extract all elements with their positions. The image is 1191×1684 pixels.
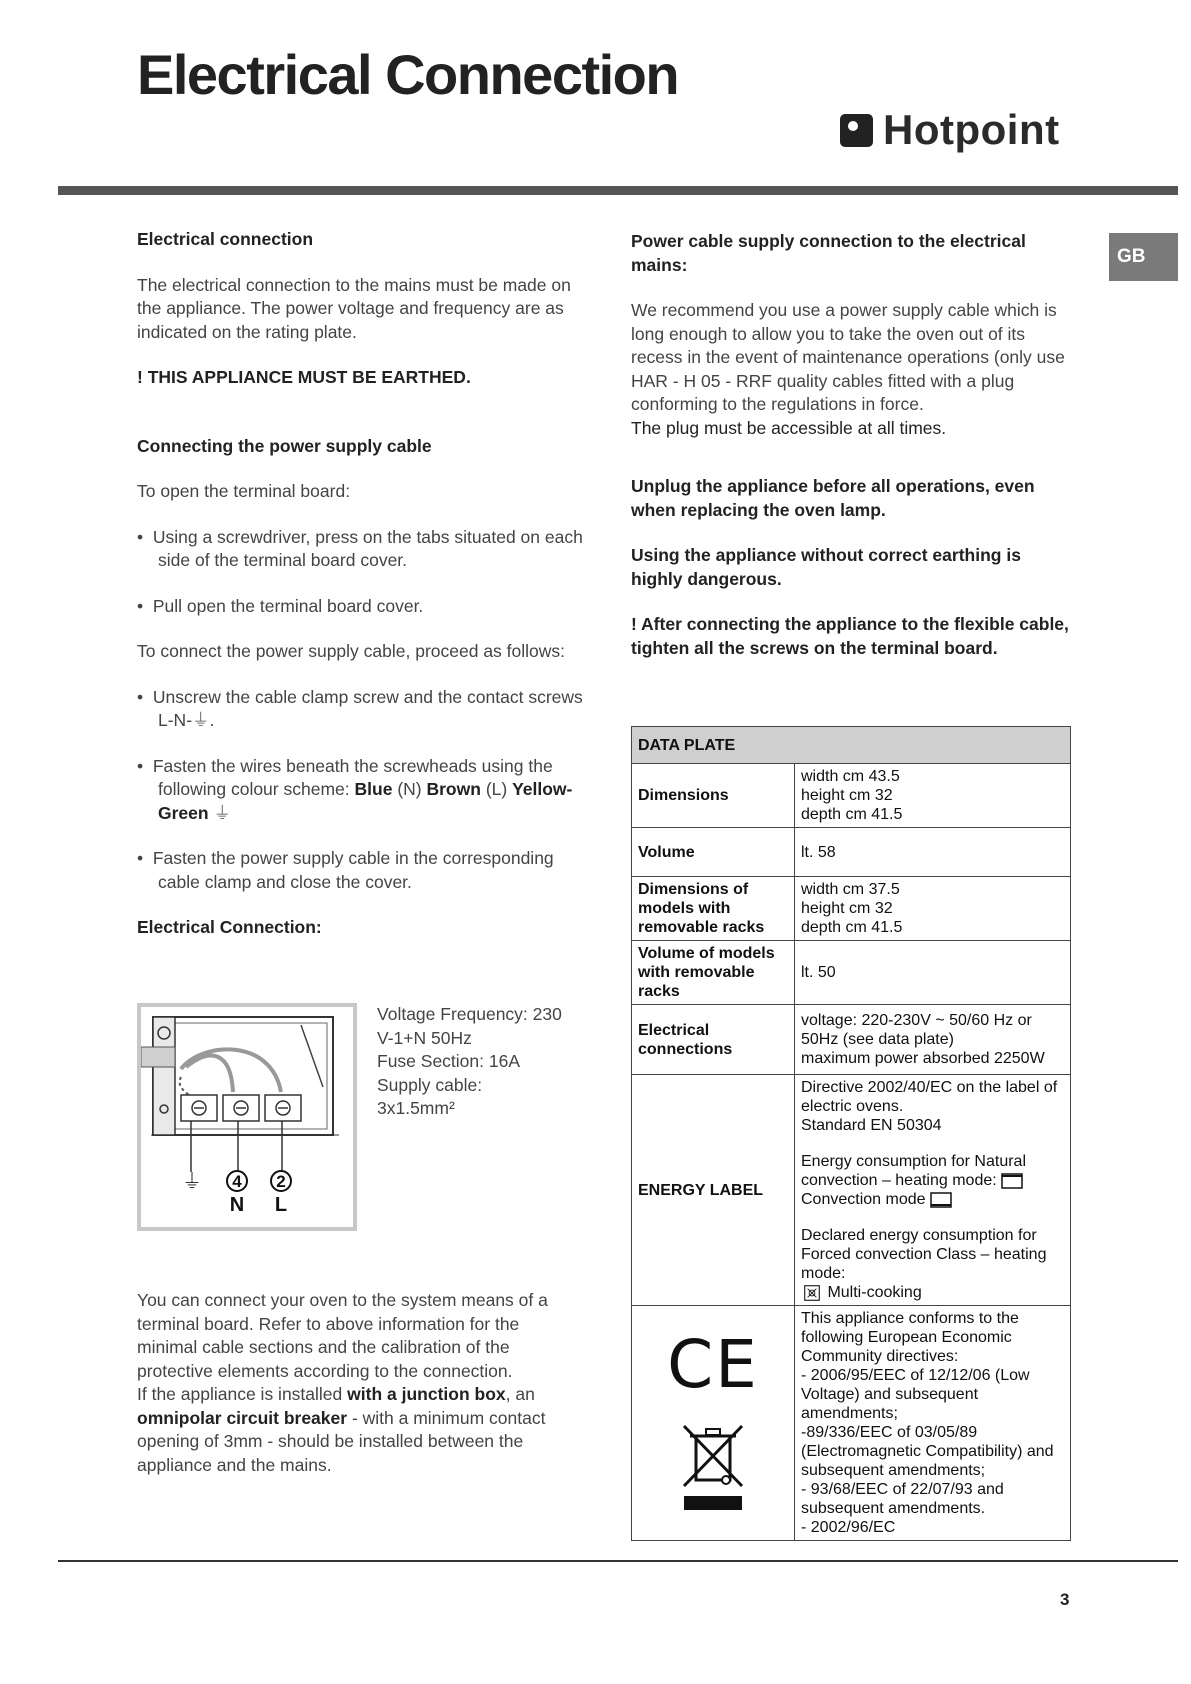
convection-mode-icon <box>930 1192 952 1208</box>
neutral-label: N <box>229 1194 245 1216</box>
terminal-board-diagram <box>137 1003 357 1231</box>
table-row <box>632 941 1071 1005</box>
row-label: Electrical connections <box>632 1005 795 1075</box>
bullet-item: • Unscrew the cable clamp screw and the contact screws L-N-⏚. <box>137 686 583 730</box>
row-value: This appliance conforms to the following European Economic Community directives: - 2006/95/EEC of 12/12/06 (Low Voltage) and subsequent amendments; -89/336/EEC of 03/05/89 (Electromagnetic Compatibility) and subsequent amendments; - 93/68/EEC of 22/07/93 and subsequent amendments. - 2002/96/EC <box>795 1306 1071 1541</box>
warning-earthing: Using the appliance without correct earthing is highly dangerous. <box>631 545 1021 589</box>
warning-tighten-screws: ! After connecting the appliance to the flexible cable, tighten all the screws on the terminal board. <box>631 614 1069 658</box>
row-label: Dimensions <box>632 764 795 828</box>
brand-name: Hotpoint <box>883 106 1060 153</box>
warning-earthed: ! THIS APPLIANCE MUST BE EARTHED. <box>137 367 471 387</box>
terminal-board-illustration <box>141 1007 353 1227</box>
row-value: voltage: 220-230V ~ 50/60 Hz or 50Hz (see data plate) maximum power absorbed 2250W <box>795 1005 1071 1075</box>
left-bottom-text <box>137 1289 584 1477</box>
paragraph-mains: The electrical connection to the mains must be made on the appliance. The power voltage and frequency are as indicated on the rating plate. <box>137 274 571 342</box>
paragraph-terminal-board: You can connect your oven to the system means of a terminal board. Refer to above information for the minimal cable sections and the calibration of the protective elements according to the connection. <box>137 1290 548 1381</box>
table-row-energy <box>632 1075 1071 1306</box>
paragraph-open-terminal: To open the terminal board: <box>137 481 351 501</box>
page-number: 3 <box>1060 1590 1070 1609</box>
row-value: Directive 2002/40/EC on the label of electric ovens. Standard EN 50304 Energy consumption for Natural convection – heating mode: Convection mode Declared energy consumption for Forced convection Class – heating mode: Multi-cooking <box>795 1075 1071 1306</box>
ce-mark-icon: CE <box>667 1325 759 1403</box>
language-tab: GB <box>1109 233 1178 281</box>
row-label: Dimensions of models with removable racks <box>632 877 795 941</box>
bullet-item-colour-scheme: • Fasten the wires beneath the screwheads using the following colour scheme: Blue (N) Brown (L) Yellow-Green ⏚ <box>137 755 573 823</box>
compliance-marks <box>632 1306 795 1541</box>
bullet-item: • Fasten the power supply cable in the corresponding cable clamp and close the cover. <box>137 848 554 892</box>
spec-line: V-1+N 50Hz <box>377 1027 472 1048</box>
right-column <box>631 230 1071 660</box>
header-divider <box>58 186 1178 195</box>
bullet-item: • Pull open the terminal board cover. <box>137 595 424 616</box>
earth-icon: ⏚ <box>213 802 231 823</box>
spec-line: Fuse Section: 16A <box>377 1051 520 1071</box>
hotpoint-logo-icon <box>840 114 873 147</box>
footer-divider <box>58 1560 1178 1562</box>
earth-terminal-icon: ⏚ <box>182 1169 202 1193</box>
row-value: lt. 50 <box>795 941 1071 1005</box>
multi-cooking-fan-icon <box>801 1285 823 1301</box>
spec-line: 3x1.5mm² <box>377 1098 455 1118</box>
table-row-compliance <box>632 1306 1071 1541</box>
table-row <box>632 1005 1071 1075</box>
table-header-row <box>632 727 1071 764</box>
heading-electrical-connection: Electrical connection <box>137 229 314 249</box>
row-label: ENERGY LABEL <box>632 1075 795 1306</box>
heading-electrical-connection-spec: Electrical Connection: <box>137 917 322 937</box>
brand-logo <box>840 106 1060 154</box>
terminal-number-4: 4 <box>232 1172 242 1191</box>
table-header: DATA PLATE <box>632 727 1071 764</box>
natural-convection-icon <box>1001 1173 1023 1189</box>
row-label: Volume of models with removable racks <box>632 941 795 1005</box>
weee-bin-icon <box>678 1422 748 1512</box>
paragraph-recommend-cable: We recommend you use a power supply cable which is long enough to allow you to take the oven out of its recess in the event of maintenance operations (only use HAR - H 05 - RRF quality cables fitted with a plug conforming to the regulations in force. <box>631 300 1065 414</box>
left-column <box>137 228 584 940</box>
heading-power-cable: Connecting the power supply cable <box>137 435 432 456</box>
page-title: Electrical Connection <box>137 43 679 106</box>
electrical-spec <box>377 1003 587 1121</box>
table-row <box>632 828 1071 877</box>
paragraph-connect-cable: To connect the power supply cable, proceed as follows: <box>137 641 566 661</box>
terminal-number-2: 2 <box>276 1172 286 1191</box>
spec-line: Supply cable: <box>377 1074 483 1095</box>
heading-power-cable-mains: Power cable supply connection to the electrical mains: <box>631 231 1026 275</box>
row-value: width cm 37.5 height cm 32 depth cm 41.5 <box>795 877 1071 941</box>
row-label: Volume <box>632 828 795 877</box>
data-plate-table <box>631 726 1071 1541</box>
table-row <box>632 877 1071 941</box>
bullet-item: • Using a screwdriver, press on the tabs situated on each side of the terminal board cover. <box>137 526 583 570</box>
paragraph-junction-box: If the appliance is installed with a junction box, an omnipolar circuit breaker - with a minimum contact opening of 3mm - should be installed between the appliance and the mains. <box>137 1384 546 1475</box>
row-value: lt. 58 <box>795 828 1071 877</box>
warning-unplug: Unplug the appliance before all operations, even when replacing the oven lamp. <box>631 476 1035 520</box>
paragraph-plug-accessible: The plug must be accessible at all times. <box>631 417 947 438</box>
spec-line: Voltage Frequency: 230 <box>377 1004 562 1024</box>
row-value: width cm 43.5 height cm 32 depth cm 41.5 <box>795 764 1071 828</box>
live-label: L <box>274 1194 288 1216</box>
table-row <box>632 764 1071 828</box>
